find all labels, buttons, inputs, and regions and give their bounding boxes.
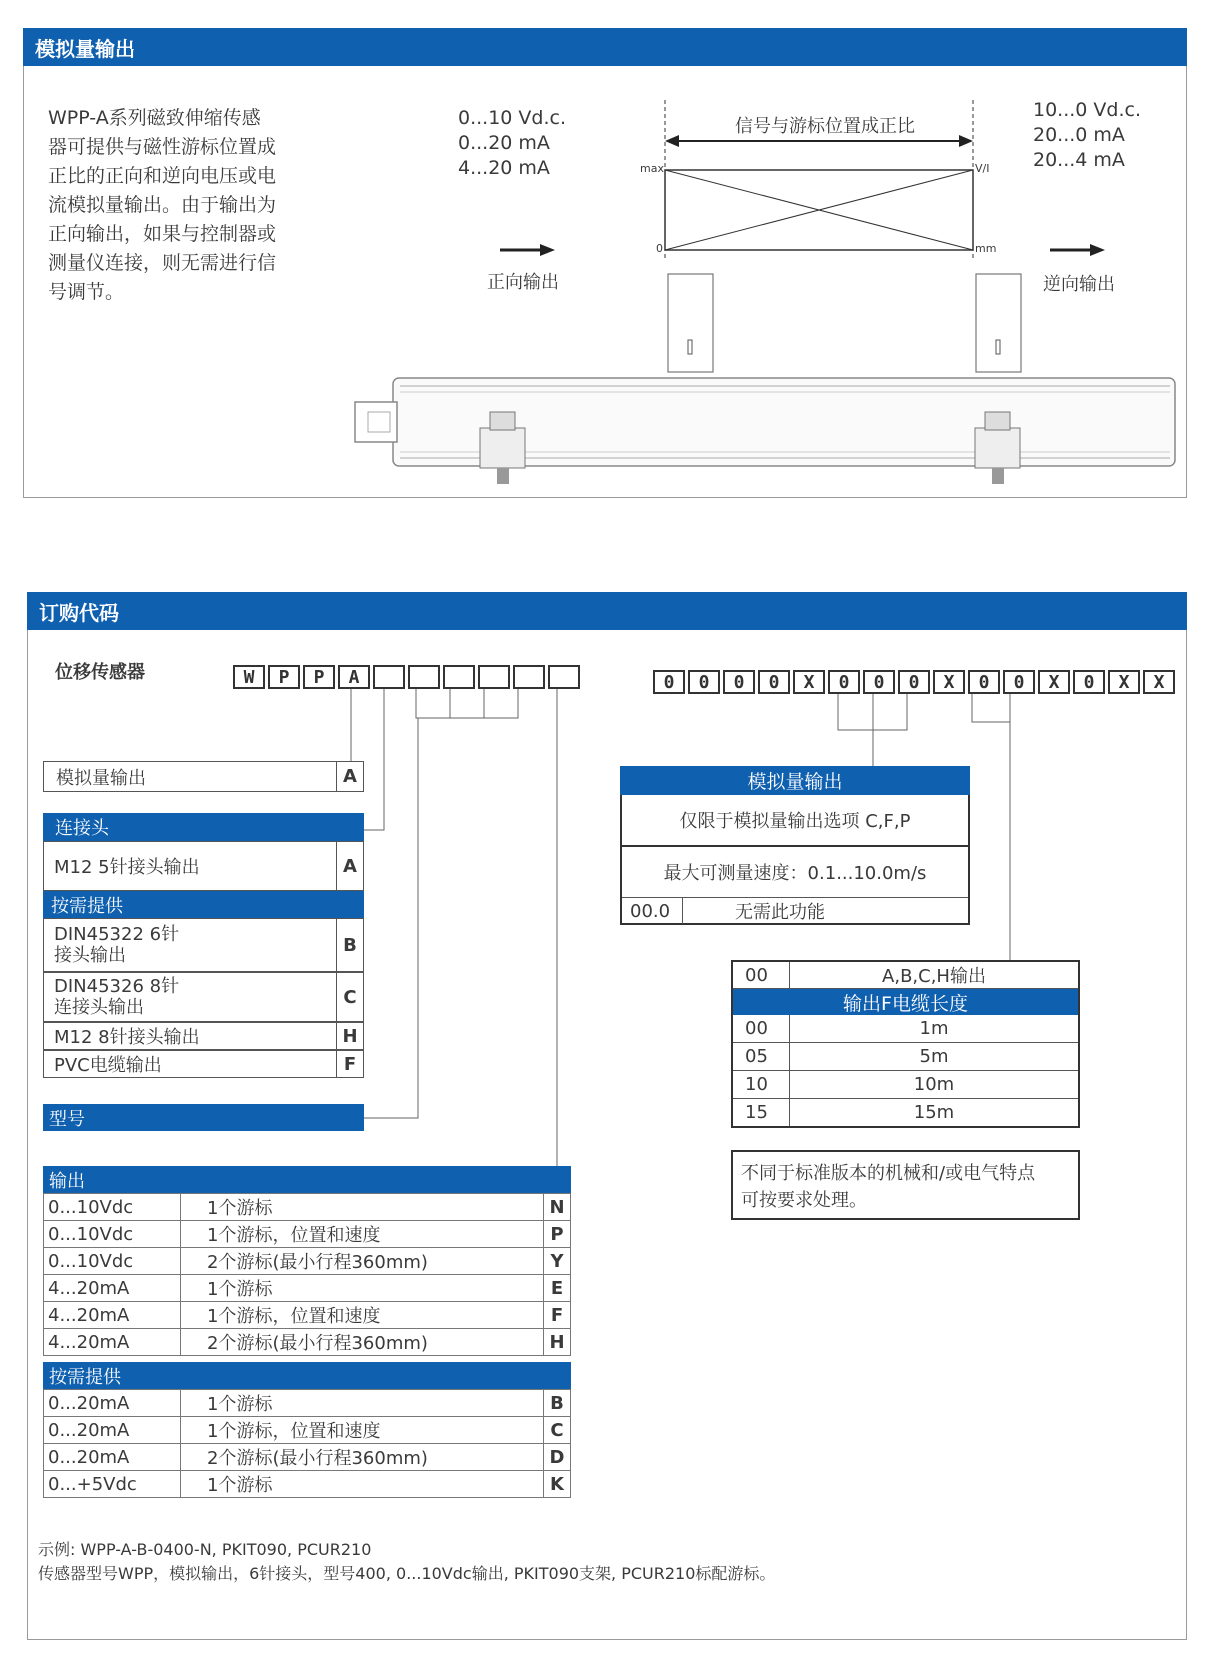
letter-cell: F	[544, 1302, 571, 1329]
example-line: 传感器型号WPP，模拟输出，6针接头，型号400, 0...10Vdc输出, PKIT090支架, PCUR210标配游标。	[38, 1564, 776, 1583]
code-box: 0	[723, 670, 755, 694]
table-row	[44, 1221, 571, 1248]
letter-cell: K	[544, 1471, 571, 1498]
range-cell: 0...+5Vdc	[44, 1471, 181, 1498]
analog-box-code-desc: 无需此功能	[735, 902, 825, 923]
table-row	[44, 1417, 571, 1444]
analog-box-code: 00.0	[622, 898, 683, 924]
connector-standard-row	[43, 841, 364, 891]
range-cell: 4...20mA	[44, 1302, 181, 1329]
connector-option-row	[43, 918, 364, 972]
connector-standard-letter: A	[336, 842, 363, 890]
cable-length: 15m	[913, 1102, 955, 1123]
connector-option-label: DIN45326 8针 连接头输出	[54, 976, 180, 1018]
cable-desc: A,B,C,H输出	[882, 966, 986, 987]
code-box: 0	[968, 670, 1000, 694]
example-line: 示例: WPP-A-B-0400-N, PKIT090, PCUR210	[38, 1540, 372, 1559]
code-box: W	[233, 665, 265, 689]
note-line: 不同于标准版本的机械和/或电气特点	[741, 1163, 1036, 1184]
desc-cell: 1个游标，位置和速度	[181, 1302, 544, 1329]
code-box: A	[338, 665, 370, 689]
model-header: 型号	[43, 1104, 364, 1131]
connector-option-letter: B	[336, 919, 363, 971]
code-box: 0	[688, 670, 720, 694]
code-box: 0	[863, 670, 895, 694]
range-cell: 4...20mA	[44, 1329, 181, 1356]
letter-cell: Y	[544, 1248, 571, 1275]
letter-cell: C	[544, 1417, 571, 1444]
analog-box	[620, 795, 970, 925]
axis-vi-label: V/I	[975, 162, 990, 175]
code-box: 0	[1003, 670, 1035, 694]
code-box: X	[1038, 670, 1070, 694]
table-row	[44, 1248, 571, 1275]
axis-max-label: max	[640, 162, 664, 175]
code-box: X	[1108, 670, 1140, 694]
range-cell: 0...20mA	[44, 1390, 181, 1417]
analog-box-line1: 仅限于模拟量输出选项 C,F,P	[622, 795, 968, 847]
desc-cell: 1个游标	[181, 1275, 544, 1302]
code-box: 0	[1073, 670, 1105, 694]
letter-cell: H	[544, 1329, 571, 1356]
table-row	[733, 1071, 1078, 1099]
table-row	[44, 1275, 571, 1302]
desc-cell: 1个游标，位置和速度	[181, 1417, 544, 1444]
connector-on-request-header: 按需提供	[43, 891, 364, 918]
connector-option-letter: H	[336, 1023, 363, 1049]
order-example	[38, 1538, 1168, 1586]
range-cell: 4...20mA	[44, 1275, 181, 1302]
code-box: 0	[898, 670, 930, 694]
table-row	[44, 1329, 571, 1356]
range-cell: 0...10Vdc	[44, 1248, 181, 1275]
cable-code: 05	[733, 1043, 790, 1070]
connector-header: 连接头	[43, 813, 364, 841]
cable-length: 10m	[913, 1074, 955, 1095]
cable-code: 00	[733, 1015, 790, 1042]
code-box: P	[268, 665, 300, 689]
connector-option-letter: F	[336, 1051, 363, 1077]
output-table	[43, 1193, 571, 1356]
analog-header: 模拟量输出	[23, 28, 1187, 66]
connector-option-letter: C	[336, 973, 363, 1021]
letter-cell: B	[544, 1390, 571, 1417]
table-row	[44, 1194, 571, 1221]
cable-length: 1m	[919, 1018, 949, 1039]
note-box	[731, 1150, 1080, 1220]
analog-box-header: 模拟量输出	[620, 766, 970, 795]
analog-box-line2: 最大可测量速度：0.1...10.0m/s	[622, 847, 968, 898]
output-on-request-header: 按需提供	[43, 1362, 571, 1389]
analog-box-code-row	[622, 898, 968, 924]
reverse-output-label: 逆向输出	[1043, 274, 1115, 295]
forward-output-label: 正向输出	[487, 272, 559, 293]
cable-box	[731, 960, 1080, 1128]
code-box: X	[933, 670, 965, 694]
desc-cell: 2个游标(最小行程360mm)	[181, 1444, 544, 1471]
sensor-label: 位移传感器	[55, 662, 145, 683]
note-line: 可按要求处理。	[741, 1190, 867, 1211]
analog-output-letter: A	[336, 762, 363, 791]
connector-option-row	[43, 1022, 364, 1050]
desc-cell: 1个游标，位置和速度	[181, 1221, 544, 1248]
cable-header: 输出F电缆长度	[733, 989, 1078, 1015]
proportional-label: 信号与游标位置成正比	[735, 116, 915, 137]
range-cell: 0...20mA	[44, 1444, 181, 1471]
analog-description: WPP-A系列磁致伸缩传感 器可提供与磁性游标位置成 正比的正向和逆向电压或电 流模拟量输出。由于输出为 正向输出，如果与控制器或 测量仪连接，则无需进行信 号调节。	[48, 107, 277, 303]
axis-mm-label: mm	[975, 242, 997, 255]
code-box: X	[1143, 670, 1175, 694]
desc-cell: 1个游标	[181, 1194, 544, 1221]
cable-row-0	[733, 962, 1078, 989]
letter-cell: P	[544, 1221, 571, 1248]
axis-zero-label: 0	[656, 242, 663, 255]
table-row	[44, 1302, 571, 1329]
cable-code: 10	[733, 1071, 790, 1098]
table-row	[733, 1015, 1078, 1043]
range-cell: 0...10Vdc	[44, 1194, 181, 1221]
output-header: 输出	[43, 1166, 571, 1193]
desc-cell: 2个游标(最小行程360mm)	[181, 1329, 544, 1356]
desc-cell: 1个游标	[181, 1471, 544, 1498]
analog-output-label: 模拟量输出	[56, 767, 146, 789]
range-cell: 0...20mA	[44, 1417, 181, 1444]
code-box: 0	[653, 670, 685, 694]
order-header: 订购代码	[27, 592, 1187, 630]
connector-option-label: DIN45322 6针 接头输出	[54, 924, 180, 966]
code-box: 0	[758, 670, 790, 694]
table-row	[733, 1099, 1078, 1126]
connector-option-label: M12 8针接头输出	[54, 1027, 200, 1048]
code-box: 0	[828, 670, 860, 694]
letter-cell: N	[544, 1194, 571, 1221]
forward-ranges: 0...10 Vd.c. 0...20 mA 4...20 mA	[458, 107, 567, 179]
cable-code: 00	[733, 962, 790, 988]
code-box: P	[303, 665, 335, 689]
connector-option-row	[43, 972, 364, 1022]
desc-cell: 2个游标(最小行程360mm)	[181, 1248, 544, 1275]
desc-cell: 1个游标	[181, 1390, 544, 1417]
reverse-ranges: 10...0 Vd.c. 20...0 mA 20...4 mA	[1033, 99, 1142, 171]
analog-output-row	[43, 761, 364, 792]
cable-code: 15	[733, 1099, 790, 1126]
table-row	[44, 1471, 571, 1498]
table-row	[44, 1390, 571, 1417]
table-row	[733, 1043, 1078, 1071]
output-request-table	[43, 1389, 571, 1498]
connector-option-label: PVC电缆输出	[54, 1055, 162, 1076]
code-box: X	[793, 670, 825, 694]
letter-cell: E	[544, 1275, 571, 1302]
letter-cell: D	[544, 1444, 571, 1471]
cable-length: 5m	[919, 1046, 949, 1067]
range-cell: 0...10Vdc	[44, 1221, 181, 1248]
connector-option-row	[43, 1050, 364, 1078]
connector-standard-label: M12 5针接头输出	[54, 857, 200, 878]
table-row	[44, 1444, 571, 1471]
